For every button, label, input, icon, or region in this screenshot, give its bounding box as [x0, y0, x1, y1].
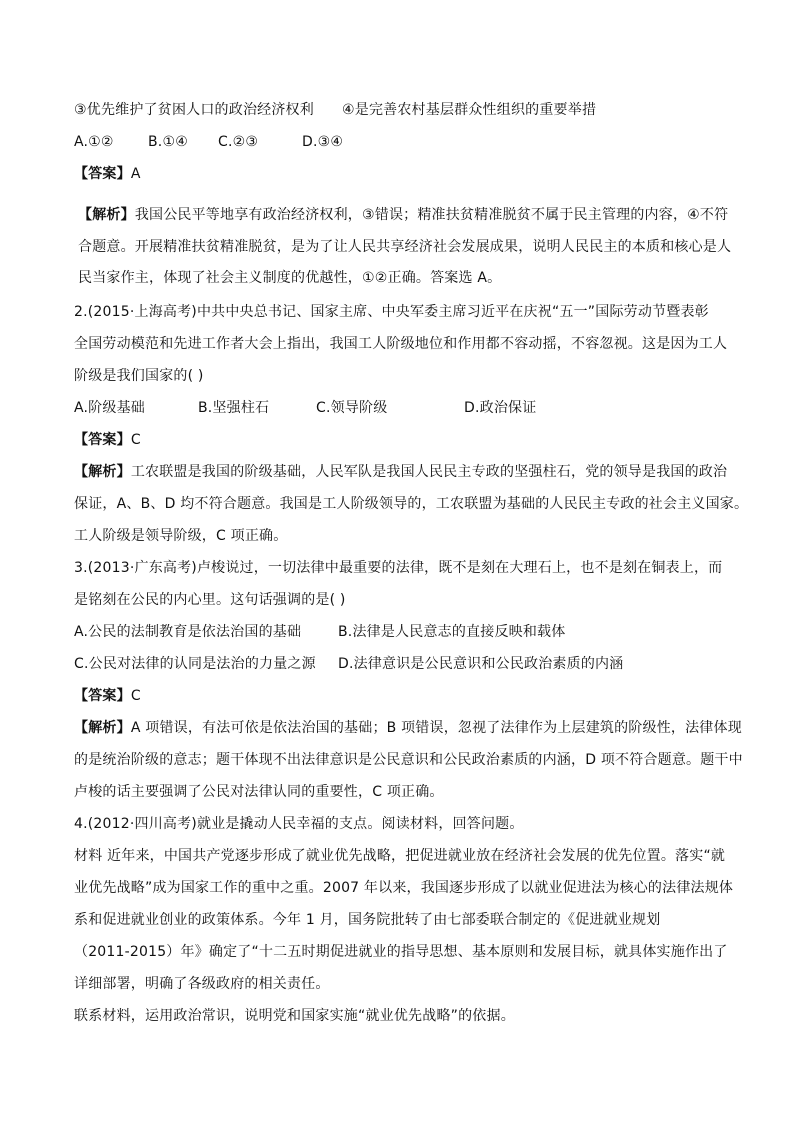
analysis-label: 【解析】 — [74, 464, 131, 480]
q3-choice-a: A.公民的法制教育是依法治国的基础 — [74, 624, 302, 640]
q2-choice-c: C.领导阶级 — [316, 400, 388, 416]
q4-material-line: 业优先战略”成为国家工作的重中之重。2007 年以来，我国逐步形成了以就业促进法为核心的法律法规体 — [74, 880, 734, 896]
q4-material-line: 详细部署，明确了各级政府的相关责任。 — [74, 976, 330, 992]
q2-choice-b: B.坚强柱石 — [198, 400, 270, 416]
q4-material-line: 材料 近年来，中国共产党逐步形成了就业优先战略，把促进就业放在经济社会发展的优先位置。落实“就 — [74, 848, 726, 864]
q2-analysis-line: 保证，A、B、D 均不符合题意。我国是工人阶级领导的，工农联盟为基础的人民民主专政的社会主义国家。 — [74, 496, 749, 512]
q1-analysis-line: 合题意。开展精准扶贫精准脱贫，是为了让人民共享经济社会发展成果，说明人民民主的本质和核心是人 — [78, 239, 732, 255]
q1-analysis-line — [78, 205, 728, 225]
q3-choices-row — [74, 654, 623, 674]
q2-choice-a: A.阶级基础 — [74, 400, 145, 416]
q3-analysis-line: 的是统治阶级的意志；题干体现不出法律意识是公民意识和公民政治素质的内涵，D 项不符合题意。题干中 — [74, 752, 743, 768]
q2-stem-line: 全国劳动模范和先进工作者大会上指出，我国工人阶级地位和作用都不容动摇，不容忽视。这是因为工人 — [74, 336, 728, 352]
q2-answer — [74, 430, 141, 450]
q2-choice-d: D.政治保证 — [464, 400, 537, 416]
q1-choices — [74, 132, 343, 152]
q1-option-3: ③优先维护了贫困人口的政治经济权利 — [74, 102, 314, 118]
q2-analysis-line: 工人阶级是领导阶级，C 项正确。 — [74, 528, 288, 544]
q1-option-4: ④是完善农村基层群众性组织的重要举措 — [342, 102, 597, 118]
q4-question: 联系材料，运用政治常识，说明党和国家实施“就业优先战略”的依据。 — [74, 1008, 515, 1024]
q2-analysis-line — [74, 462, 727, 482]
analysis-text: 我国公民平等地享有政治经济权利，③错误；精准扶贫精准脱贫不属于民主管理的内容，④不符 — [134, 207, 729, 223]
q2-stem-line: 阶级是我们国家的( ) — [74, 368, 204, 384]
q4-stem: 4.(2012·四川高考)就业是撬动人民幸福的支点。阅读材料，回答问题。 — [74, 816, 524, 832]
q3-analysis-line — [74, 718, 742, 738]
q3-choice-d: D.法律意识是公民意识和公民政治素质的内涵 — [338, 656, 624, 672]
answer-label: 【答案】 — [74, 432, 131, 448]
analysis-text: 工农联盟是我国的阶级基础，人民军队是我国人民民主专政的坚强柱石，党的领导是我国的政治 — [130, 464, 728, 480]
analysis-text: A 项错误，有法可依是依法治国的基础；B 项错误，忽视了法律作为上层建筑的阶级性，法律体现 — [130, 720, 742, 736]
q3-choice-b: B.法律是人民意志的直接反映和载体 — [338, 624, 566, 640]
q4-material-line: （2011-2015）年》确定了“十二五时期促进就业的指导思想、基本原则和发展目标，就具体实施作出了 — [74, 944, 728, 960]
q2-choices — [74, 398, 536, 418]
q1-options-row1 — [74, 100, 596, 120]
q1-choice-a: A.①② — [74, 134, 114, 150]
q1-choice-b: B.①④ — [148, 134, 188, 150]
answer-value: C — [130, 688, 141, 704]
q4-material-line: 系和促进就业创业的政策体系。今年 1 月，国务院批转了由七部委联合制定的《促进就业规划 — [74, 912, 661, 928]
analysis-label: 【解析】 — [74, 720, 131, 736]
q1-choice-c: C.②③ — [218, 134, 259, 150]
q1-answer — [74, 164, 141, 184]
analysis-label: 【解析】 — [78, 207, 135, 223]
q3-stem-line: 3.(2013·广东高考)卢梭说过，一切法律中最重要的法律，既不是刻在大理石上，也不是刻在铜表上，而 — [74, 560, 723, 576]
q3-stem-line: 是铭刻在公民的内心里。这句话强调的是( ) — [74, 592, 346, 608]
q3-analysis-line: 卢梭的话主要强调了公民对法律认同的重要性，C 项正确。 — [74, 784, 444, 800]
q3-choices-row — [74, 622, 565, 642]
answer-label: 【答案】 — [74, 166, 131, 182]
q3-answer — [74, 686, 141, 706]
answer-value: A — [130, 166, 141, 182]
answer-label: 【答案】 — [74, 688, 131, 704]
q3-choice-c: C.公民对法律的认同是法治的力量之源 — [74, 656, 316, 672]
answer-value: C — [130, 432, 141, 448]
q1-analysis-line: 民当家作主，体现了社会主义制度的优越性，①②正确。答案选 A。 — [78, 270, 502, 286]
q1-choice-d: D.③④ — [302, 134, 344, 150]
q2-stem-line: 2.(2015·上海高考)中共中央总书记、国家主席、中央军委主席习近平在庆祝“五一”国际劳动节暨表彰 — [74, 304, 709, 320]
